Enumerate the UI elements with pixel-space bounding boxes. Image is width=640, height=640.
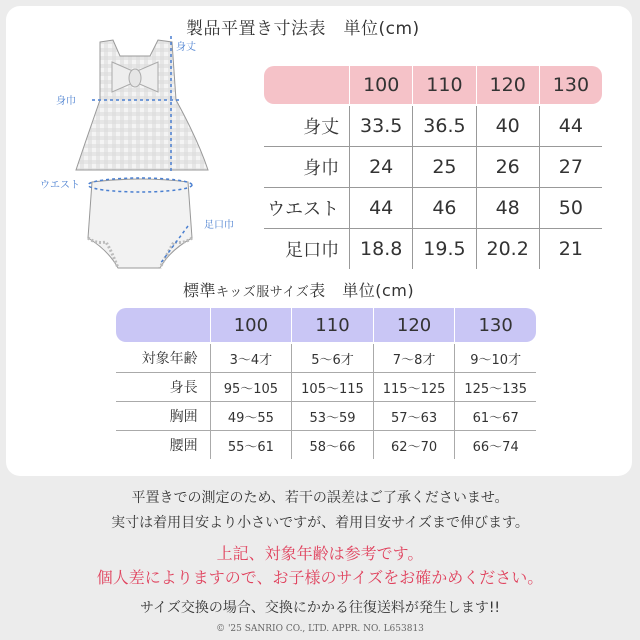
table-cell: 3〜4才 (210, 344, 292, 372)
kids-table-title (183, 278, 414, 301)
row-label: ウエスト (267, 199, 340, 220)
bottom-garment (88, 179, 192, 268)
product-size-table (264, 66, 602, 269)
table-cell: 125〜135 (454, 373, 536, 401)
label-waist: ウエスト (40, 180, 80, 191)
row-label: 身巾 (303, 158, 340, 179)
table-cell: 21 (539, 229, 602, 269)
table-cell: 55〜61 (210, 431, 292, 459)
note-exchange: サイズ交換の場合、交換にかかる往復送料が発生します!! (139, 600, 501, 616)
table-cell: 44 (349, 188, 412, 228)
header-size: 120 (373, 308, 455, 342)
table-cell: 53〜59 (291, 402, 373, 430)
header-size: 110 (412, 66, 475, 104)
row-label: 足口巾 (285, 240, 340, 261)
row-label: 対象年齢 (141, 351, 198, 367)
row-label: 身長 (169, 380, 198, 396)
table-cell: 48 (476, 188, 539, 228)
table-header-row (116, 308, 536, 342)
table-row (264, 106, 602, 147)
table-row (116, 431, 536, 459)
note-measurement: 平置きでの測定のため、若干の誤差はご了承くださいませ。 (131, 490, 509, 506)
table-cell: 105〜115 (291, 373, 373, 401)
header-size: 110 (291, 308, 373, 342)
header-size: 130 (454, 308, 536, 342)
table-cell: 26 (476, 147, 539, 187)
header-size: 120 (476, 66, 539, 104)
kids-title-small: キッズ服サイズ (216, 285, 310, 300)
table-cell: 49〜55 (210, 402, 292, 430)
row-label: 胸囲 (169, 409, 198, 425)
table-cell: 19.5 (412, 229, 475, 269)
table-cell: 115〜125 (373, 373, 455, 401)
table-cell: 25 (412, 147, 475, 187)
kids-title-end: 表 単位(cm) (309, 281, 415, 300)
row-label: 腰囲 (169, 438, 198, 454)
copyright-text: © '25 SANRIO CO., LTD. APPR. NO. L653813 (216, 624, 424, 634)
table-cell: 57〜63 (373, 402, 455, 430)
table-cell: 5〜6才 (291, 344, 373, 372)
label-length: 身丈 (176, 42, 196, 53)
table-cell: 66〜74 (454, 431, 536, 459)
header-size: 100 (349, 66, 412, 104)
table-row (116, 373, 536, 402)
warning-individual: 個人差によりますので、お子様のサイズをお確かめください。 (96, 568, 544, 587)
warning-age: 上記、対象年齢は参考です。 (216, 544, 424, 563)
table-cell: 18.8 (349, 229, 412, 269)
table-row (116, 344, 536, 373)
table-header-row (264, 66, 602, 104)
table-cell: 9〜10才 (454, 344, 536, 372)
table-cell: 95〜105 (210, 373, 292, 401)
header-size: 130 (539, 66, 602, 104)
table-cell: 7〜8才 (373, 344, 455, 372)
label-leg: 足口巾 (204, 220, 234, 231)
top-garment (76, 40, 208, 170)
note-stretch: 実寸は着用目安より小さいですが、着用目安サイズまで伸びます。 (111, 515, 529, 531)
table-cell: 20.2 (476, 229, 539, 269)
kids-title-main: 標準 (183, 281, 217, 300)
kids-size-table (116, 308, 536, 459)
label-width: 身巾 (56, 96, 76, 107)
table-cell: 24 (349, 147, 412, 187)
table-cell: 58〜66 (291, 431, 373, 459)
table-cell: 44 (539, 106, 602, 146)
table-row (116, 402, 536, 431)
table-cell: 62〜70 (373, 431, 455, 459)
row-label: 身丈 (303, 117, 340, 138)
table-cell: 36.5 (412, 106, 475, 146)
table-cell: 46 (412, 188, 475, 228)
table-cell: 33.5 (349, 106, 412, 146)
table-row (264, 188, 602, 229)
product-table-title: 製品平置き寸法表 単位(cm) (186, 19, 420, 39)
table-cell: 27 (539, 147, 602, 187)
garment-illustration (0, 0, 260, 290)
table-cell: 61〜67 (454, 402, 536, 430)
table-row (264, 229, 602, 269)
table-cell: 40 (476, 106, 539, 146)
table-cell: 50 (539, 188, 602, 228)
header-size: 100 (210, 308, 292, 342)
table-row (264, 147, 602, 188)
